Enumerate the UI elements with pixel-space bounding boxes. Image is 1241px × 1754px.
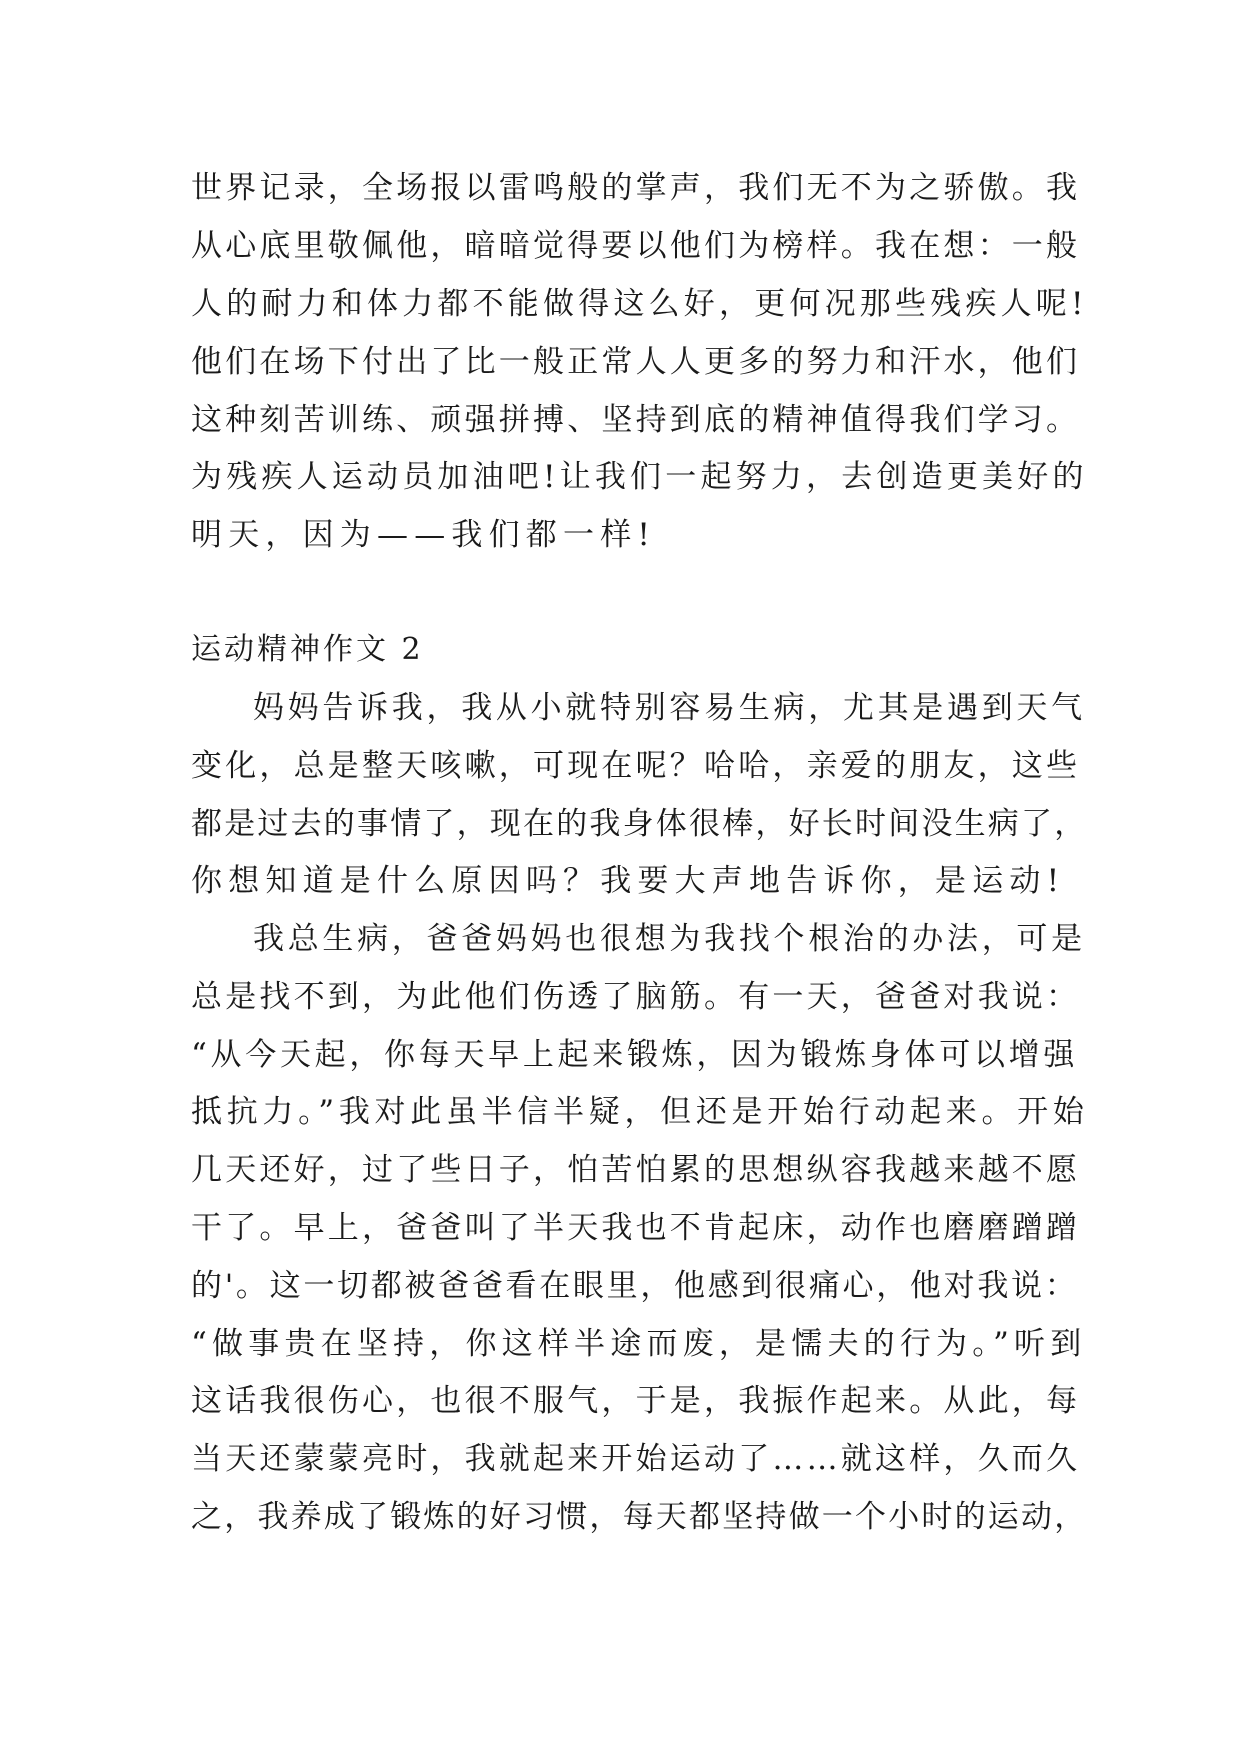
body-text-line: 妈妈告诉我，我从小就特别容易生病，尤其是遇到天气 <box>253 690 1086 726</box>
body-text-line: 这种刻苦训练、顽强拼搏、坚持到底的精神值得我们学习。 <box>191 402 1081 438</box>
body-text-line: 的'。这一切都被爸爸看在眼里，他感到很痛心，他对我说： <box>191 1268 1079 1304</box>
body-text-line: 你想知道是什么原因吗？我要大声地告诉你，是运动! <box>191 863 1066 899</box>
body-text-line: 几天还好，过了些日子，怕苦怕累的思想纵容我越来越不愿 <box>191 1152 1081 1188</box>
body-text-line: 之，我养成了锻炼的好习惯，每天都坚持做一个小时的运动， <box>191 1499 1088 1535</box>
body-text-line: 当天还蒙蒙亮时，我就起来开始运动了……就这样，久而久 <box>191 1441 1081 1477</box>
body-text-line: 人的耐力和体力都不能做得这么好，更何况那些残疾人呢! <box>191 286 1088 322</box>
body-text-line: 干了。早上，爸爸叫了半天我也不肯起床，动作也磨磨蹭蹭 <box>191 1210 1081 1246</box>
body-text-line: 我总生病，爸爸妈妈也很想为我找个根治的办法，可是 <box>253 921 1086 957</box>
body-text-line: 明天，因为——我们都一样! <box>191 517 657 553</box>
body-text-line: “做事贵在坚持，你这样半途而废，是懦夫的行为。”听到 <box>191 1326 1087 1362</box>
body-text-line: 总是找不到，为此他们伤透了脑筋。有一天，爸爸对我说： <box>191 979 1081 1015</box>
section-heading: 运动精神作文 2 <box>191 632 424 667</box>
body-text-line: 世界记录，全场报以雷鸣般的掌声，我们无不为之骄傲。我 <box>191 170 1081 206</box>
body-text-line: 这话我很伤心，也很不服气，于是，我振作起来。从此，每 <box>191 1383 1081 1419</box>
body-text-line: 变化，总是整天咳嗽，可现在呢？哈哈，亲爱的朋友，这些 <box>191 748 1081 784</box>
body-text-line: 都是过去的事情了，现在的我身体很棒，好长时间没生病了， <box>191 806 1088 842</box>
body-text-line: 为残疾人运动员加油吧!让我们一起努力，去创造更美好的 <box>191 459 1088 495</box>
body-text-line: 抵抗力。”我对此虽半信半疑，但还是开始行动起来。开始 <box>191 1094 1089 1130</box>
body-text-line: “从今天起，你每天早上起来锻炼，因为锻炼身体可以增强 <box>191 1037 1079 1073</box>
body-text-line: 从心底里敬佩他，暗暗觉得要以他们为榜样。我在想：一般 <box>191 228 1081 264</box>
body-text-line: 他们在场下付出了比一般正常人人更多的努力和汗水，他们 <box>191 344 1081 380</box>
